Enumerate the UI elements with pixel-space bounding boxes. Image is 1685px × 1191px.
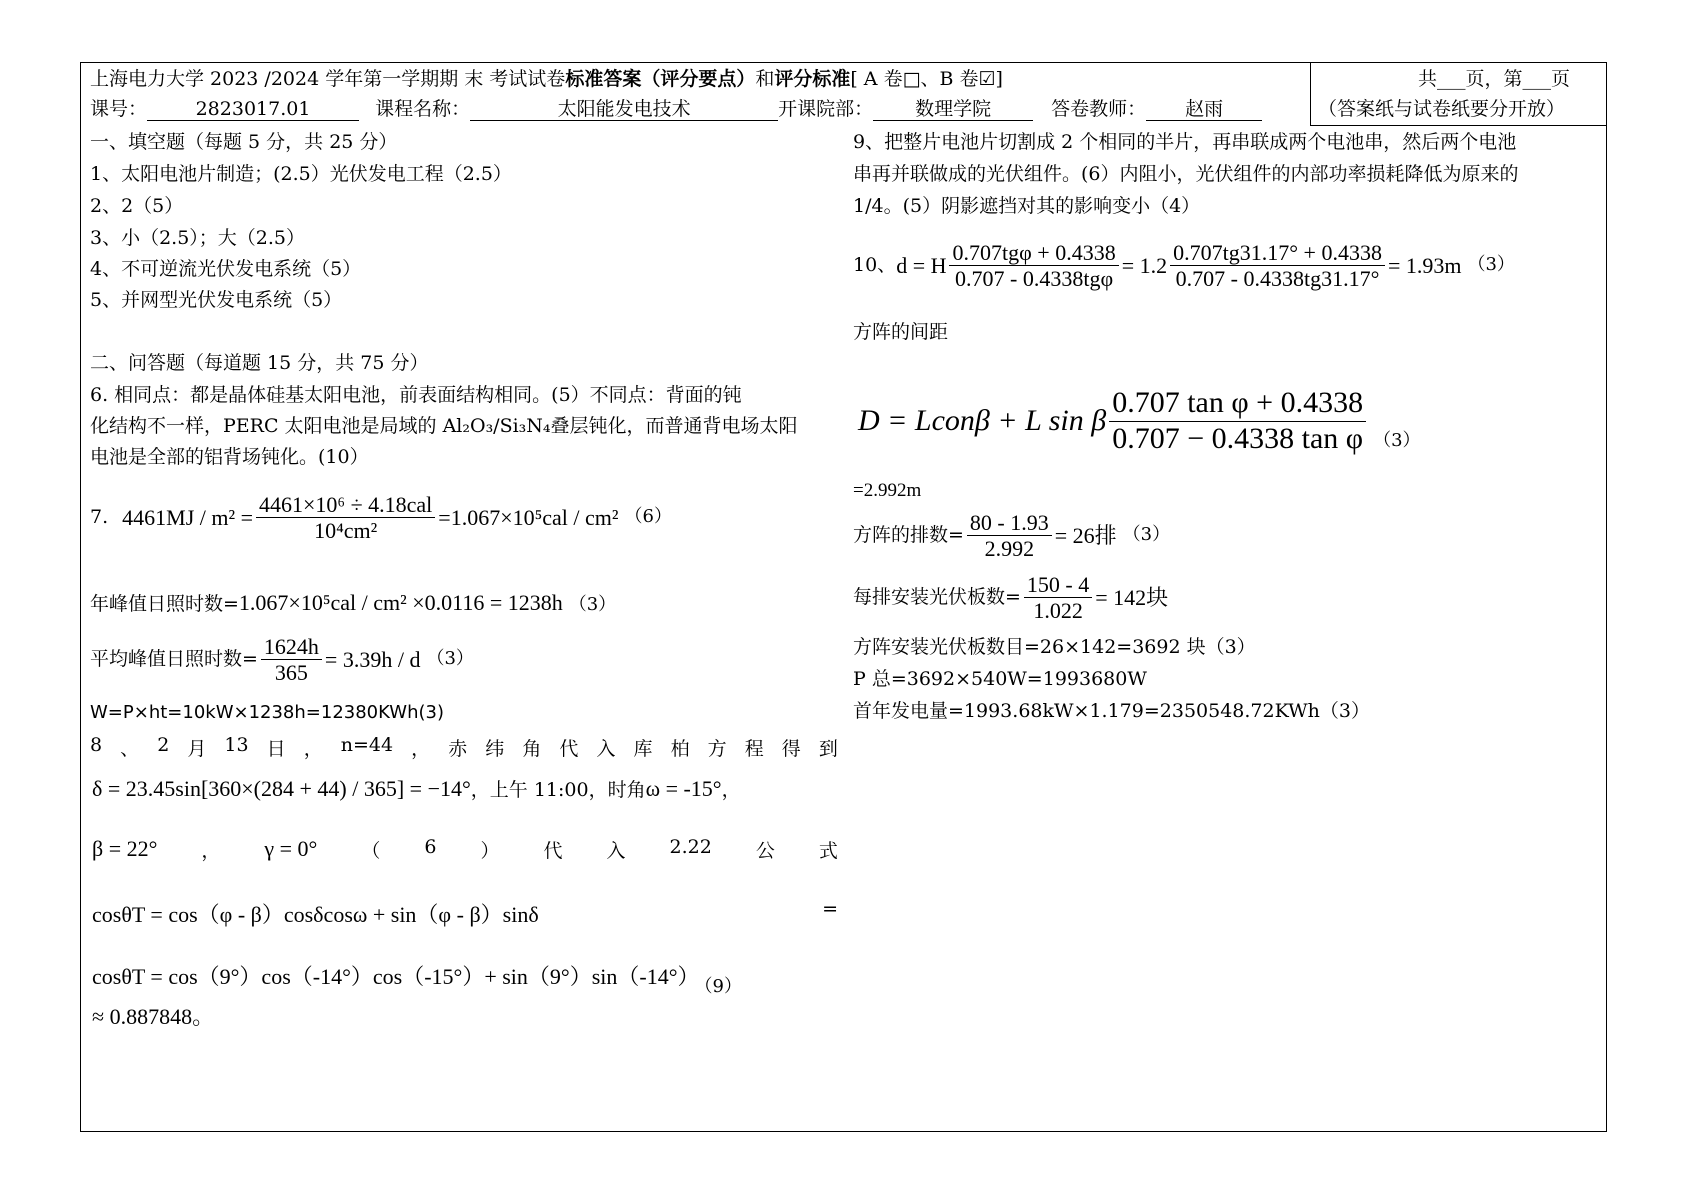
course-name-label: 课程名称： xyxy=(375,98,471,120)
section2-title: 二、问答题（每道题 15 分，共 75 分） xyxy=(90,352,429,374)
course-name: 太阳能发电技术 xyxy=(470,99,778,121)
q8-word: 2 xyxy=(157,734,170,756)
q10-numerator1: 0.707tgφ + 0.4338 xyxy=(949,240,1118,266)
teacher-label: 答卷教师： xyxy=(1051,98,1147,120)
q7c-score: （3） xyxy=(426,648,474,670)
q7c-denominator: 365 xyxy=(274,660,308,686)
q8-gamma: γ = 0° xyxy=(264,836,318,861)
q7-lhs: 4461MJ / m² = xyxy=(122,505,253,531)
spacing-value: =2.992m xyxy=(853,480,922,501)
q7b-eq: 1.067×10⁵cal / cm² ×0.0116 = 1238h xyxy=(238,590,563,615)
spacing-denominator: 0.707 − 0.4338 tan φ xyxy=(1112,421,1364,455)
first-year-output: 首年发电量=1993.68kW×1.179=2350548.72KWh（3） xyxy=(853,700,1370,722)
q10-rhs: = 1.93m xyxy=(1387,253,1462,279)
answer-3: 3、小（2.5）；大（2.5） xyxy=(90,227,306,249)
page-count: 共___页，第___页 xyxy=(1418,68,1571,90)
q10-mid: = 1.2 xyxy=(1121,253,1168,279)
q7-fraction xyxy=(256,492,435,544)
q6-line1: 6. 相同点：都是晶体硅基太阳电池，前表面结构相同。(5）不同点：背面的钝 xyxy=(90,384,742,406)
q8-word: n=44 xyxy=(340,734,394,756)
course-no-label: 课号： xyxy=(90,98,148,120)
q7c-line xyxy=(90,634,474,686)
per-row-numerator: 150 - 4 xyxy=(1024,572,1092,598)
q8-word: 8 xyxy=(90,734,103,756)
q8-word: 入 xyxy=(606,840,626,862)
title-bold2: 评分标准 xyxy=(774,68,851,90)
title-bold: 标准答案（评分要点） xyxy=(565,68,756,90)
p-total: P 总=3692×540W=1993680W xyxy=(853,668,1147,690)
q10-lhs: d = H xyxy=(896,253,947,279)
q10-fraction2 xyxy=(1170,240,1385,292)
q8-line2-end: ， xyxy=(721,779,741,801)
q8-word: （ xyxy=(361,840,381,862)
total-panels: 方阵安装光伏板数目=26×142=3692 块（3） xyxy=(853,636,1256,658)
q9-line2: 串再并联做成的光伏组件。(6）内阻小，光伏组件的内部功率损耗降低为原来的 xyxy=(853,163,1519,185)
q9-line3: 1/4。(5）阴影遮挡对其的影响变小（4） xyxy=(853,195,1201,217)
q8-cos-substituted: cosθT = cos（9°）cos（-14°）cos（-15°）+ sin（9°）sin（-14°） xyxy=(92,964,700,989)
q8-line4 xyxy=(92,898,838,929)
dept: 数理学院 xyxy=(873,99,1033,121)
teacher: 赵雨 xyxy=(1146,99,1262,121)
q8-word: ， xyxy=(411,738,431,760)
q8-beta: β = 22° xyxy=(92,836,158,861)
header-note: （答案纸与试卷纸要分开放） xyxy=(1318,98,1566,120)
q10-score: （3） xyxy=(1467,254,1515,276)
per-row-rhs: = 142块 xyxy=(1095,585,1169,611)
course-info-line xyxy=(90,99,1262,121)
q8-word: 角 xyxy=(522,738,542,760)
q10-fraction1 xyxy=(949,240,1118,292)
q8-declination-eq: δ = 23.45sin[360×(284 + 44) / 365] = −14° xyxy=(92,776,471,801)
q8-word: 柏 xyxy=(670,738,690,760)
per-row-label: 每排安装光伏板数= xyxy=(853,585,1021,608)
section1-title: 一、填空题（每题 5 分，共 25 分） xyxy=(90,131,398,153)
q6-line3: 电池是全部的铝背场钝化。(10） xyxy=(90,446,369,468)
q8-line2-mid: ，上午 11:00，时角 xyxy=(470,779,646,801)
q8-word: 公 xyxy=(755,840,775,862)
per-row-line xyxy=(853,572,1168,624)
spacing-fraction xyxy=(1109,386,1366,456)
q7-equation xyxy=(90,492,672,544)
q7-rhs: =1.067×10⁵cal / cm² xyxy=(438,505,619,531)
q8-line3 xyxy=(92,836,838,863)
q7-score: （6） xyxy=(624,506,672,528)
q8-word: 日 xyxy=(266,738,286,760)
title-prefix: 上海电力大学 2023 /2024 学年第一学期期 末 考试试卷 xyxy=(90,68,566,90)
q10-equation xyxy=(853,240,1515,292)
q7b-label: 年峰值日照时数= xyxy=(90,593,239,615)
q8-word: ， xyxy=(303,738,323,760)
q8-word: 纬 xyxy=(485,738,505,760)
q7c-numerator: 1624h xyxy=(261,634,322,660)
q8-word: 13 xyxy=(224,734,249,756)
q8-word: 2.22 xyxy=(669,836,712,858)
q8-word: 月 xyxy=(187,738,207,760)
q8-score: （9） xyxy=(703,976,742,997)
spacing-equation xyxy=(858,386,1421,456)
q8-result: ≈ 0.887848。 xyxy=(92,1004,215,1029)
header-title xyxy=(90,69,1003,91)
q8-word: 、 xyxy=(120,738,140,760)
q8-word: 代 xyxy=(543,840,563,862)
q8-word: 得 xyxy=(781,738,801,760)
q8-word: 代 xyxy=(559,738,579,760)
q8-word: 到 xyxy=(818,738,838,760)
q7-numerator: 4461×10⁶ ÷ 4.18cal xyxy=(256,492,435,518)
title-suffix: [ A 卷□、B 卷☑] xyxy=(850,68,1003,90)
q7c-fraction xyxy=(261,634,322,686)
answer-2: 2、2（5） xyxy=(90,195,184,217)
q7c-label: 平均峰值日照时数= xyxy=(90,647,258,670)
q7d-line: W=P×ht=10kW×1238h=12380KWh(3) xyxy=(90,702,444,723)
q7c-rhs: = 3.39h / d xyxy=(324,647,421,673)
rows-fraction xyxy=(967,510,1052,562)
q10-denominator2: 0.707 - 0.4338tg31.17° xyxy=(1175,266,1380,292)
q7b-line xyxy=(90,590,616,616)
q8-word: 入 xyxy=(596,738,616,760)
q8-word: 程 xyxy=(744,738,764,760)
q6-line2: 化结构不一样，PERC 太阳电池是局域的 Al₂O₃/Si₃N₄叠层钝化，而普通背电场太阳 xyxy=(90,415,798,437)
q8-line5 xyxy=(92,964,742,997)
answer-5: 5、并网型光伏发电系统（5） xyxy=(90,289,343,311)
q8-line4-end: = xyxy=(822,898,838,920)
q9-line1: 9、把整片电池片切割成 2 个相同的半片，再串联成两个电池串，然后两个电池 xyxy=(853,131,1517,153)
q8-word: 赤 xyxy=(448,738,468,760)
per-row-denominator: 1.022 xyxy=(1033,598,1083,624)
spacing-label: 方阵的间距 xyxy=(853,321,949,343)
q7-denominator: 10⁴cm² xyxy=(314,518,378,544)
answer-4: 4、不可逆流光伏发电系统（5） xyxy=(90,258,362,280)
q10-denominator1: 0.707 - 0.4338tgφ xyxy=(955,266,1114,292)
q8-line2 xyxy=(92,776,741,802)
q7-prefix: 7. xyxy=(90,505,109,528)
rows-denominator: 2.992 xyxy=(984,536,1035,562)
q8-word: ） xyxy=(480,840,500,862)
q7b-score: （3） xyxy=(568,594,617,615)
q8-cos-formula: cosθT = cos（φ - β）cosδcosω + sin（φ - β）sinδ xyxy=(92,902,539,927)
per-row-fraction xyxy=(1024,572,1092,624)
q8-word: 库 xyxy=(633,738,653,760)
dept-label: 开课院部： xyxy=(778,98,874,120)
q8-word: 6 xyxy=(424,836,437,858)
spacing-numerator: 0.707 tan φ + 0.4338 xyxy=(1109,386,1366,422)
rows-numerator: 80 - 1.93 xyxy=(967,510,1052,536)
q8-word: 方 xyxy=(707,738,727,760)
q8-line1 xyxy=(90,734,838,761)
q8-hour-angle-eq: ω = -15° xyxy=(645,776,722,801)
rows-score: （3） xyxy=(1122,524,1171,546)
q10-prefix: 10、 xyxy=(853,253,897,276)
answer-1: 1、太阳电池片制造；(2.5）光伏发电工程（2.5） xyxy=(90,163,512,185)
q8-word: 式 xyxy=(818,840,838,862)
spacing-score: （3） xyxy=(1373,429,1421,451)
course-no: 2823017.01 xyxy=(147,99,359,121)
title-mid: 和 xyxy=(755,68,775,90)
q8-word: ， xyxy=(201,840,221,862)
rows-rhs: = 26排 xyxy=(1054,523,1117,549)
spacing-lhs: D = Lconβ + L sin β xyxy=(858,403,1107,437)
rows-line xyxy=(853,510,1170,562)
q10-numerator2: 0.707tg31.17° + 0.4338 xyxy=(1170,240,1385,266)
rows-label: 方阵的排数= xyxy=(853,523,964,546)
